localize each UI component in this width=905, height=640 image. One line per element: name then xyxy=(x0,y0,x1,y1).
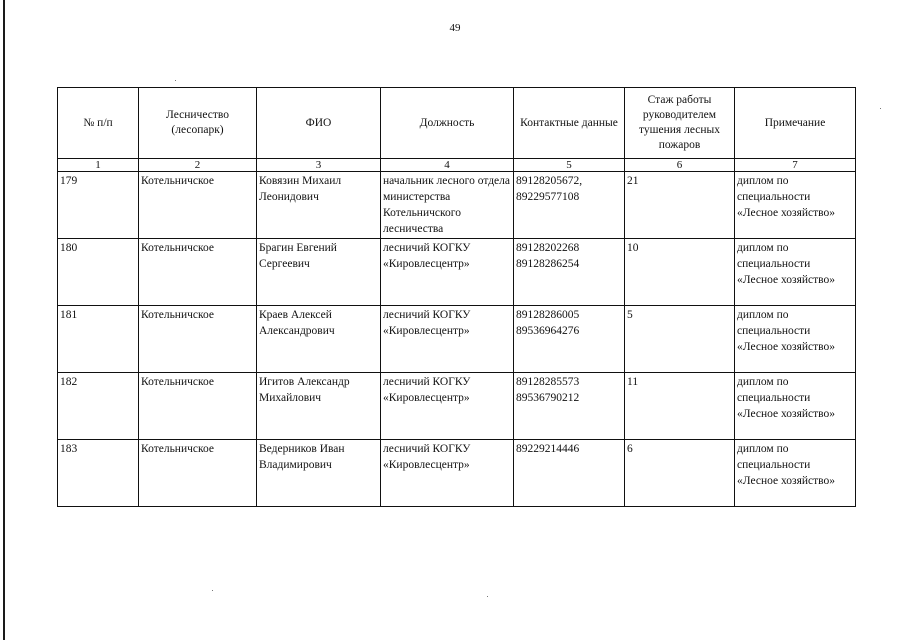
cell-position: начальник лесного отдела министерства Котельничского лесничества xyxy=(381,172,514,239)
cell-number: 181 xyxy=(58,306,139,373)
cell-full-name: Краев Алексей Александрович xyxy=(257,306,381,373)
scan-speck xyxy=(487,596,488,597)
scan-left-edge xyxy=(3,0,5,640)
table-row xyxy=(58,306,856,373)
cell-experience: 21 xyxy=(625,172,735,239)
cell-number: 182 xyxy=(58,373,139,440)
cell-number: 180 xyxy=(58,239,139,306)
column-number: 6 xyxy=(625,159,735,172)
cell-note: диплом по специальности «Лесное хозяйство» xyxy=(735,440,856,507)
cell-forestry: Котельничское xyxy=(139,373,257,440)
forest-fire-leaders-table xyxy=(57,87,856,507)
cell-forestry: Котельничское xyxy=(139,306,257,373)
table-header-row xyxy=(58,88,856,159)
cell-experience: 10 xyxy=(625,239,735,306)
cell-note: диплом по специальности «Лесное хозяйство» xyxy=(735,373,856,440)
cell-number: 179 xyxy=(58,172,139,239)
cell-position: лесничий КОГКУ «Кировлесцентр» xyxy=(381,373,514,440)
cell-contacts: 89128286005 89536964276 xyxy=(514,306,625,373)
table-row xyxy=(58,172,856,239)
table-row xyxy=(58,239,856,306)
cell-experience: 6 xyxy=(625,440,735,507)
column-number: 1 xyxy=(58,159,139,172)
table-row xyxy=(58,440,856,507)
cell-position: лесничий КОГКУ «Кировлесцентр» xyxy=(381,306,514,373)
header-contacts: Контактные данные xyxy=(514,88,625,159)
header-position: Должность xyxy=(381,88,514,159)
cell-note: диплом по специальности «Лесное хозяйство» xyxy=(735,172,856,239)
scan-speck xyxy=(175,80,176,81)
cell-forestry: Котельничское xyxy=(139,172,257,239)
table-row xyxy=(58,373,856,440)
header-forestry: Лесничество (лесопарк) xyxy=(139,88,257,159)
header-number: № п/п xyxy=(58,88,139,159)
scan-speck xyxy=(212,590,213,591)
column-number: 5 xyxy=(514,159,625,172)
header-full-name: ФИО xyxy=(257,88,381,159)
header-note: Примечание xyxy=(735,88,856,159)
cell-full-name: Брагин Евгений Сергеевич xyxy=(257,239,381,306)
cell-forestry: Котельничское xyxy=(139,239,257,306)
cell-note: диплом по специальности «Лесное хозяйство» xyxy=(735,306,856,373)
column-number: 7 xyxy=(735,159,856,172)
cell-note: диплом по специальности «Лесное хозяйство» xyxy=(735,239,856,306)
cell-full-name: Игитов Александр Михайлович xyxy=(257,373,381,440)
cell-full-name: Ковязин Михаил Леонидович xyxy=(257,172,381,239)
column-number: 4 xyxy=(381,159,514,172)
cell-full-name: Ведерников Иван Владимирович xyxy=(257,440,381,507)
cell-number: 183 xyxy=(58,440,139,507)
cell-position: лесничий КОГКУ «Кировлесцентр» xyxy=(381,239,514,306)
cell-contacts: 89128205672, 89229577108 xyxy=(514,172,625,239)
cell-forestry: Котельничское xyxy=(139,440,257,507)
header-experience: Стаж работы руководителем тушения лесных пожаров xyxy=(625,88,735,159)
column-number-row xyxy=(58,159,856,172)
cell-experience: 11 xyxy=(625,373,735,440)
cell-experience: 5 xyxy=(625,306,735,373)
column-number: 3 xyxy=(257,159,381,172)
scan-speck xyxy=(880,108,881,109)
cell-contacts: 89128202268 89128286254 xyxy=(514,239,625,306)
column-number: 2 xyxy=(139,159,257,172)
page-number: 49 xyxy=(449,22,461,34)
cell-contacts: 89229214446 xyxy=(514,440,625,507)
cell-position: лесничий КОГКУ «Кировлесцентр» xyxy=(381,440,514,507)
cell-contacts: 89128285573 89536790212 xyxy=(514,373,625,440)
